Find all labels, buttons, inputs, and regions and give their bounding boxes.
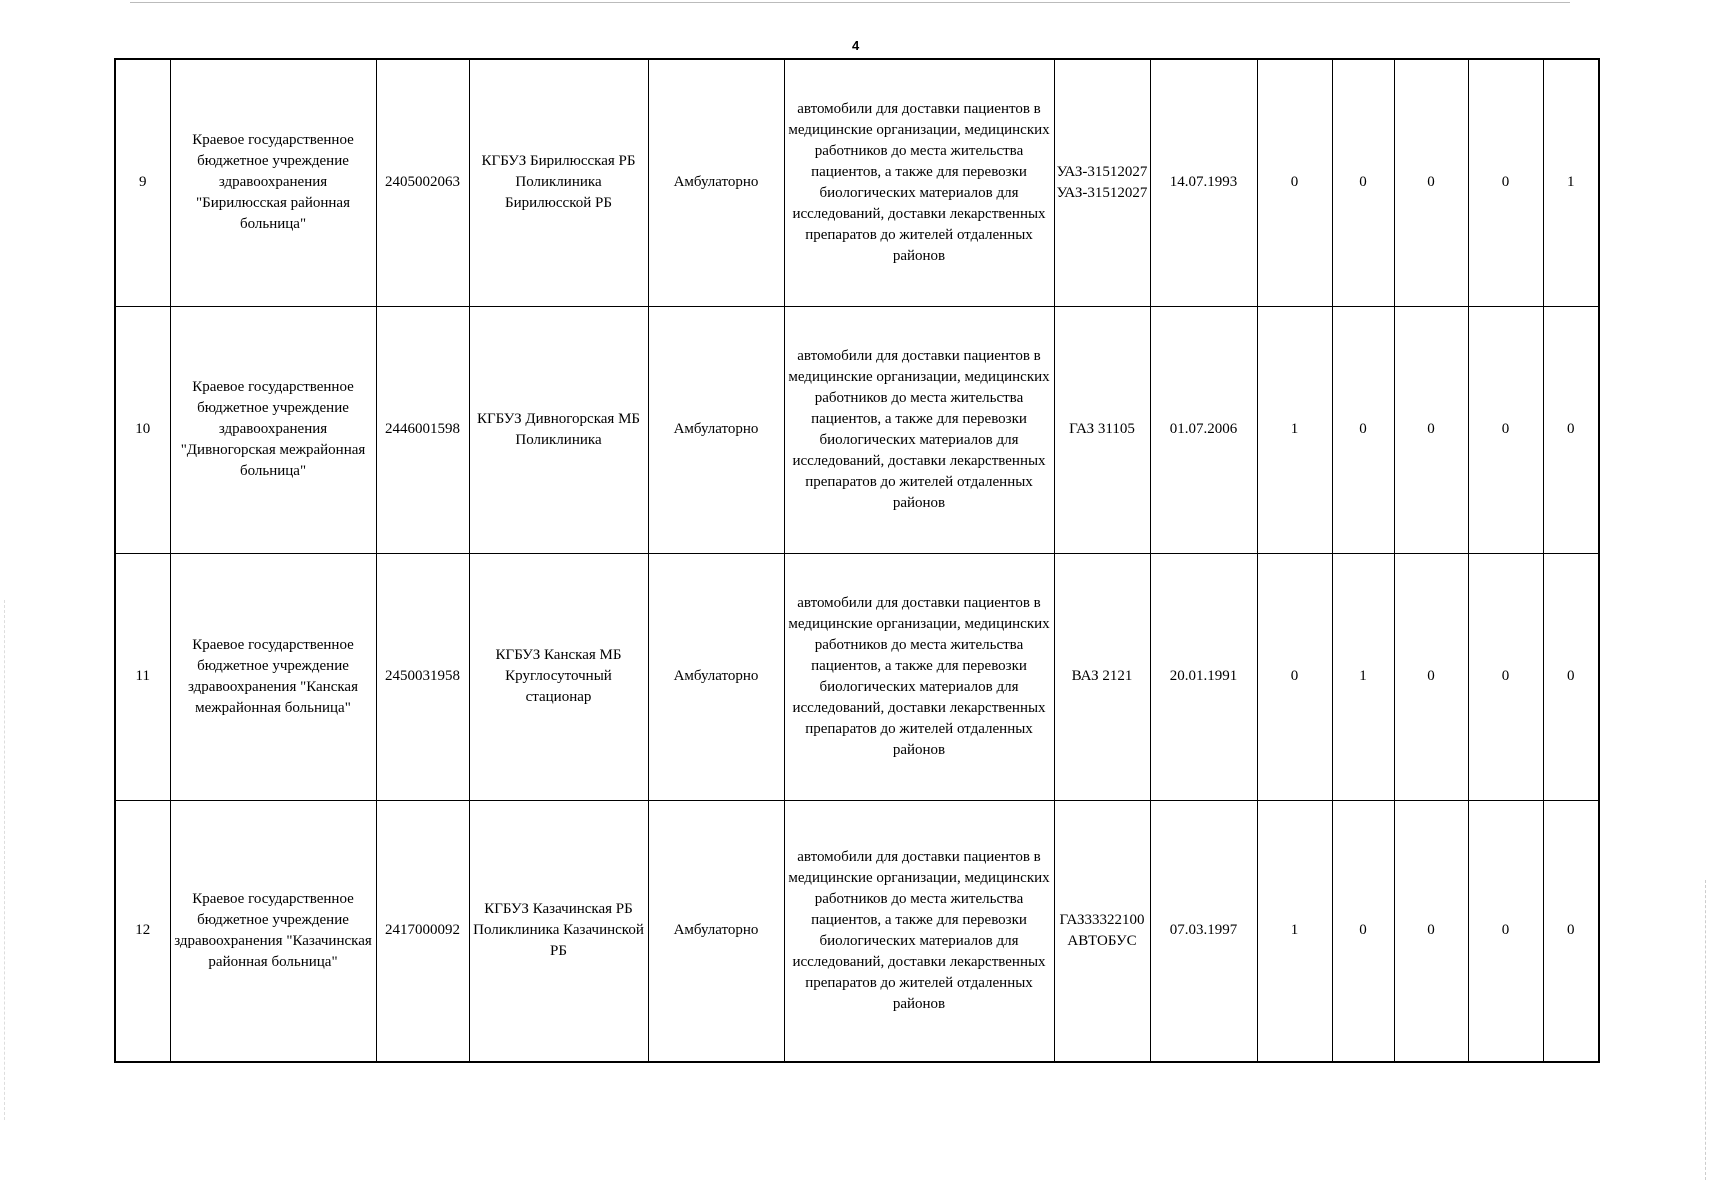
care-type: Амбулаторно bbox=[648, 800, 784, 1062]
table-row bbox=[115, 306, 1599, 553]
vehicle-model: ГАЗ33322100 АВТОБУС bbox=[1054, 800, 1150, 1062]
care-type: Амбулаторно bbox=[648, 306, 784, 553]
count-cell-4: 0 bbox=[1468, 306, 1543, 553]
count-cell-1: 0 bbox=[1257, 553, 1332, 800]
release-date: 14.07.1993 bbox=[1150, 59, 1257, 306]
release-date: 07.03.1997 bbox=[1150, 800, 1257, 1062]
inn-cell: 2405002063 bbox=[376, 59, 469, 306]
row-number: 10 bbox=[115, 306, 170, 553]
release-date: 20.01.1991 bbox=[1150, 553, 1257, 800]
institution-name: Краевое государственное бюджетное учреждение здравоохранения "Казачинская районная больница" bbox=[170, 800, 376, 1062]
count-cell-2: 0 bbox=[1332, 59, 1394, 306]
table-row bbox=[115, 800, 1599, 1062]
vehicle-purpose: автомобили для доставки пациентов в медицинские организации, медицинских работников до места жительства пациентов, а также для перевозки биологических материалов для исследований, доставки лекарственных препаратов до жителей отдаленных районов bbox=[784, 800, 1054, 1062]
count-cell-2: 1 bbox=[1332, 553, 1394, 800]
inn-cell: 2417000092 bbox=[376, 800, 469, 1062]
vehicle-model: ВАЗ 2121 bbox=[1054, 553, 1150, 800]
institution-name: Краевое государственное бюджетное учреждение здравоохранения "Бирилюсская районная больница" bbox=[170, 59, 376, 306]
count-cell-3: 0 bbox=[1394, 800, 1468, 1062]
vehicle-purpose: автомобили для доставки пациентов в медицинские организации, медицинских работников до места жительства пациентов, а также для перевозки биологических материалов для исследований, доставки лекарственных препаратов до жителей отдаленных районов bbox=[784, 306, 1054, 553]
care-type: Амбулаторно bbox=[648, 59, 784, 306]
subdivision-name: КГБУЗ Дивногорская МБ Поликлиника bbox=[469, 306, 648, 553]
vehicle-purpose: автомобили для доставки пациентов в медицинские организации, медицинских работников до места жительства пациентов, а также для перевозки биологических материалов для исследований, доставки лекарственных препаратов до жителей отдаленных районов bbox=[784, 553, 1054, 800]
release-date: 01.07.2006 bbox=[1150, 306, 1257, 553]
count-cell-5: 1 bbox=[1543, 59, 1599, 306]
row-number: 11 bbox=[115, 553, 170, 800]
table-row bbox=[115, 59, 1599, 306]
count-cell-4: 0 bbox=[1468, 553, 1543, 800]
subdivision-name: КГБУЗ Канская МБ Круглосуточный стационар bbox=[469, 553, 648, 800]
page-number: 4 bbox=[852, 38, 860, 53]
count-cell-3: 0 bbox=[1394, 59, 1468, 306]
count-cell-1: 1 bbox=[1257, 800, 1332, 1062]
count-cell-4: 0 bbox=[1468, 800, 1543, 1062]
inn-cell: 2446001598 bbox=[376, 306, 469, 553]
row-number: 12 bbox=[115, 800, 170, 1062]
count-cell-5: 0 bbox=[1543, 553, 1599, 800]
count-cell-4: 0 bbox=[1468, 59, 1543, 306]
count-cell-3: 0 bbox=[1394, 306, 1468, 553]
count-cell-2: 0 bbox=[1332, 306, 1394, 553]
count-cell-1: 1 bbox=[1257, 306, 1332, 553]
vehicle-registry-table bbox=[114, 58, 1600, 1063]
count-cell-3: 0 bbox=[1394, 553, 1468, 800]
scan-edge-right bbox=[1705, 880, 1706, 1180]
institution-name: Краевое государственное бюджетное учреждение здравоохранения "Дивногорская межрайонная больница" bbox=[170, 306, 376, 553]
vehicle-model: УАЗ-31512027 УАЗ-31512027 bbox=[1054, 59, 1150, 306]
vehicle-purpose: автомобили для доставки пациентов в медицинские организации, медицинских работников до места жительства пациентов, а также для перевозки биологических материалов для исследований, доставки лекарственных препаратов до жителей отдаленных районов bbox=[784, 59, 1054, 306]
vehicle-model: ГАЗ 31105 bbox=[1054, 306, 1150, 553]
institution-name: Краевое государственное бюджетное учреждение здравоохранения "Канская межрайонная больница" bbox=[170, 553, 376, 800]
subdivision-name: КГБУЗ Казачинская РБ Поликлиника Казачинской РБ bbox=[469, 800, 648, 1062]
scan-edge-left bbox=[4, 600, 5, 1120]
row-number: 9 bbox=[115, 59, 170, 306]
count-cell-5: 0 bbox=[1543, 306, 1599, 553]
count-cell-5: 0 bbox=[1543, 800, 1599, 1062]
care-type: Амбулаторно bbox=[648, 553, 784, 800]
count-cell-2: 0 bbox=[1332, 800, 1394, 1062]
inn-cell: 2450031958 bbox=[376, 553, 469, 800]
scan-edge-top bbox=[130, 2, 1570, 3]
table-row bbox=[115, 553, 1599, 800]
subdivision-name: КГБУЗ Бирилюсская РБ Поликлиника Бирилюсской РБ bbox=[469, 59, 648, 306]
count-cell-1: 0 bbox=[1257, 59, 1332, 306]
